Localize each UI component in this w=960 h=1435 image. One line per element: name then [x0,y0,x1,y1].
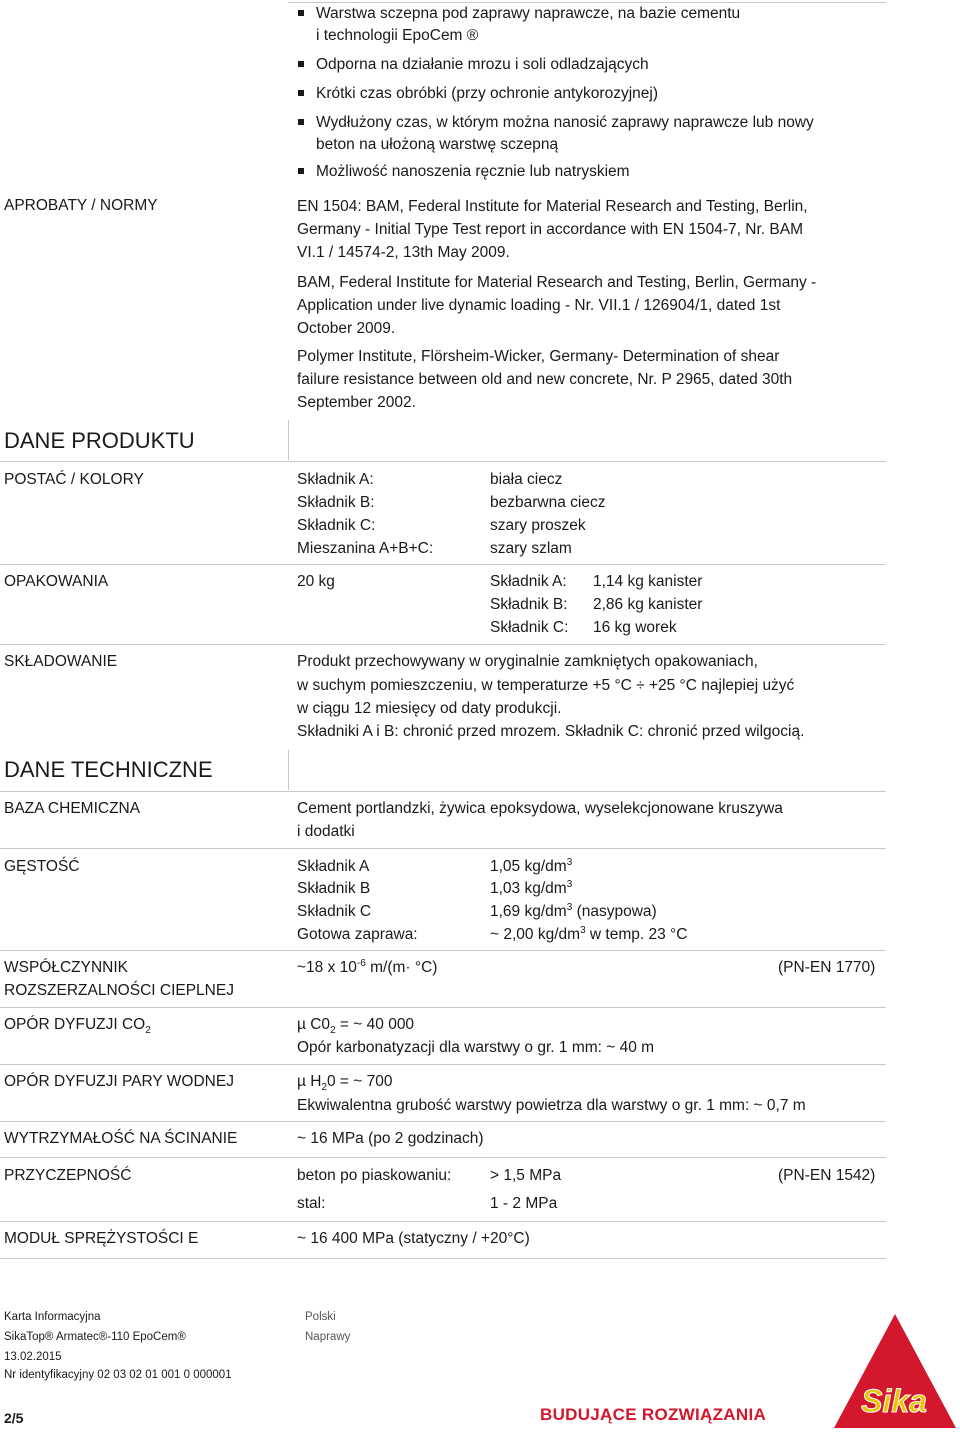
shear-strength-value: ~ 16 MPa (po 2 godzinach) [297,1130,484,1147]
footer-id: Nr identyfikacyjny 02 03 02 01 001 0 000001 [4,1369,232,1381]
adhesion-value: > 1,5 MPa [490,1167,562,1184]
chemical-base-label: BAZA CHEMICZNA [4,800,141,817]
divider [0,848,886,849]
divider [0,461,886,462]
sika-logo-graphic [832,1312,958,1430]
elastic-modulus-value: ~ 16 400 MPa (statyczny / +20°C) [297,1230,530,1247]
bullet-square [298,119,304,125]
divider [0,791,886,792]
approvals-line: Germany - Initial Type Test report in accordance with EN 1504-7, Nr. BAM [297,221,803,238]
thermal-expansion-label-2: ROZSZERZALNOŚCI CIEPLNEJ [4,982,234,999]
footer-language: Polski [305,1311,336,1323]
density-key: Składnik C [297,903,372,920]
storage-line: w ciągu 12 miesięcy od daty produkcji. [297,700,562,717]
storage-line: w suchym pomieszczeniu, w temperaturze +5 °C ÷ +25 °C najlepiej użyć [297,677,795,694]
approvals-line: Polymer Institute, Flörsheim-Wicker, Germany- Determination of shear [297,348,780,365]
bullet-2: Odporna na działanie mrozu i soli odladzających [316,56,649,73]
form-key: Składnik C: [297,517,376,534]
form-value: szary proszek [490,517,586,534]
footer-date: 13.02.2015 [4,1351,62,1363]
divider-vertical [288,420,289,460]
approvals-line: September 2002. [297,394,416,411]
bullet-square [298,90,304,96]
chemical-base-line: Cement portlandzki, żywica epoksydowa, wyselekcjonowane kruszywa [297,800,783,817]
co2-diffusion-value: µ $C0_2$ = ~ 40 000 [297,1016,415,1037]
divider-vertical [288,750,289,790]
adhesion-key: stal: [297,1195,326,1212]
bullet-1-line-1: Warstwa sczepna pod zaprawy naprawcze, na bazie cementu [316,5,741,22]
packaging-key: Składnik A: [490,573,567,590]
divider [0,1121,886,1122]
thermal-expansion-norm: (PN-EN 1770) [778,959,876,976]
approvals-line: October 2009. [297,320,396,337]
vapour-diffusion-value: µ $H_20$ = ~ 700 [297,1073,393,1094]
form-value: bezbarwna ciecz [490,494,606,511]
approvals-label: APROBATY / NORMY [4,197,158,214]
divider [0,564,886,565]
bullet-4-line-1: Wydłużony czas, w którym można nanosić zaprawy naprawcze lub nowy [316,114,814,131]
form-key: Składnik A: [297,471,374,488]
density-value: ~ 2,00 $kg/dm^3$ w temp. 23 °C [490,924,688,943]
bullet-square [298,61,304,67]
sika-logo [832,1312,958,1430]
form-colors-label: POSTAĆ / KOLORY [4,471,144,488]
density-value: 1,69 $kg/dm^3$ (nasypowa) [490,901,657,920]
footer-category: Naprawy [305,1331,351,1343]
footer-doc-type: Karta Informacyjna [4,1311,101,1323]
logo-wordmark: Sika [861,1383,927,1419]
form-value: biała ciecz [490,471,563,488]
storage-line: Składniki A i B: chronić przed mrozem. Składnik C: chronić przed wilgocią. [297,723,805,740]
elastic-modulus-label: MODUŁ SPRĘŻYSTOŚCI E [4,1230,199,1247]
divider [0,1221,886,1222]
density-value: 1,03 $kg/dm^3$ [490,878,573,897]
packaging-value: 2,86 kg kanister [593,596,703,613]
chemical-base-line: i dodatki [297,823,355,840]
divider [0,1064,886,1065]
divider [0,950,886,951]
bullet-3: Krótki czas obróbki (przy ochronie antykorozyjnej) [316,85,658,102]
density-value: 1,05 $kg/dm^3$ [490,856,573,875]
co2-diffusion-label: OPÓR DYFUZJI $CO_2$ [4,1016,151,1037]
slogan: BUDUJĄCE ROZWIĄZANIA [540,1405,767,1424]
adhesion-value: 1 - 2 MPa [490,1195,558,1212]
storage-label: SKŁADOWANIE [4,653,118,670]
divider [0,1258,886,1259]
packaging-value: 16 kg worek [593,619,677,636]
thermal-expansion-value: ~18 x $10^{-6}$ m/(m· °C) [297,957,438,976]
divider [0,1007,886,1008]
footer-product-name: SikaTop® Armatec®-110 EpoCem® [4,1331,186,1343]
adhesion-norm: (PN-EN 1542) [778,1167,876,1184]
divider [0,644,886,645]
packaging-key: Składnik C: [490,619,569,636]
bullet-5: Możliwość nanoszenia ręcznie lub natryskiem [316,163,630,180]
packaging-total: 20 kg [297,573,335,590]
adhesion-label: PRZYCZEPNOŚĆ [4,1167,132,1184]
approvals-line: EN 1504: BAM, Federal Institute for Material Research and Testing, Berlin, [297,198,808,215]
top-rule [288,2,886,3]
density-key: Składnik B [297,880,371,897]
bullet-4-line-2: beton na ułożoną warstwę sczepną [316,136,559,153]
density-label: GĘSTOŚĆ [4,858,80,875]
bullet-1-line-2: i technologii EpoCem ® [316,27,479,44]
section-heading-product-data: DANE PRODUKTU [4,428,195,453]
approvals-line: BAM, Federal Institute for Material Research and Testing, Berlin, Germany - [297,274,817,291]
packaging-value: 1,14 kg kanister [593,573,703,590]
bullet-square [298,10,304,16]
approvals-line: failure resistance between old and new concrete, Nr. P 2965, dated 30th [297,371,793,388]
approvals-line: Application under live dynamic loading - Nr. VII.1 / 126904/1, dated 1st [297,297,781,314]
shear-strength-label: WYTRZYMAŁOŚĆ NA ŚCINANIE [4,1130,238,1147]
density-key: Gotowa zaprawa: [297,926,418,943]
divider [0,1157,886,1158]
vapour-diffusion-label: OPÓR DYFUZJI PARY WODNEJ [4,1073,234,1090]
adhesion-key: beton po piaskowaniu: [297,1167,452,1184]
storage-line: Produkt przechowywany w oryginalnie zamkniętych opakowaniach, [297,653,758,670]
packaging-label: OPAKOWANIA [4,573,109,590]
form-value: szary szlam [490,540,572,557]
co2-diffusion-note: Opór karbonatyzacji dla warstwy o gr. 1 mm: ~ 40 m [297,1039,655,1056]
density-key: Składnik A [297,858,370,875]
section-heading-technical-data: DANE TECHNICZNE [4,757,213,782]
page-number: 2/5 [4,1410,24,1426]
vapour-diffusion-note: Ekwiwalentna grubość warstwy powietrza dla warstwy o gr. 1 mm: ~ 0,7 m [297,1097,806,1114]
bullet-square [298,168,304,174]
approvals-line: VI.1 / 14574-2, 13th May 2009. [297,244,510,261]
form-key: Składnik B: [297,494,375,511]
form-key: Mieszanina A+B+C: [297,540,434,557]
thermal-expansion-label-1: WSPÓŁCZYNNIK [4,959,129,976]
packaging-key: Składnik B: [490,596,568,613]
